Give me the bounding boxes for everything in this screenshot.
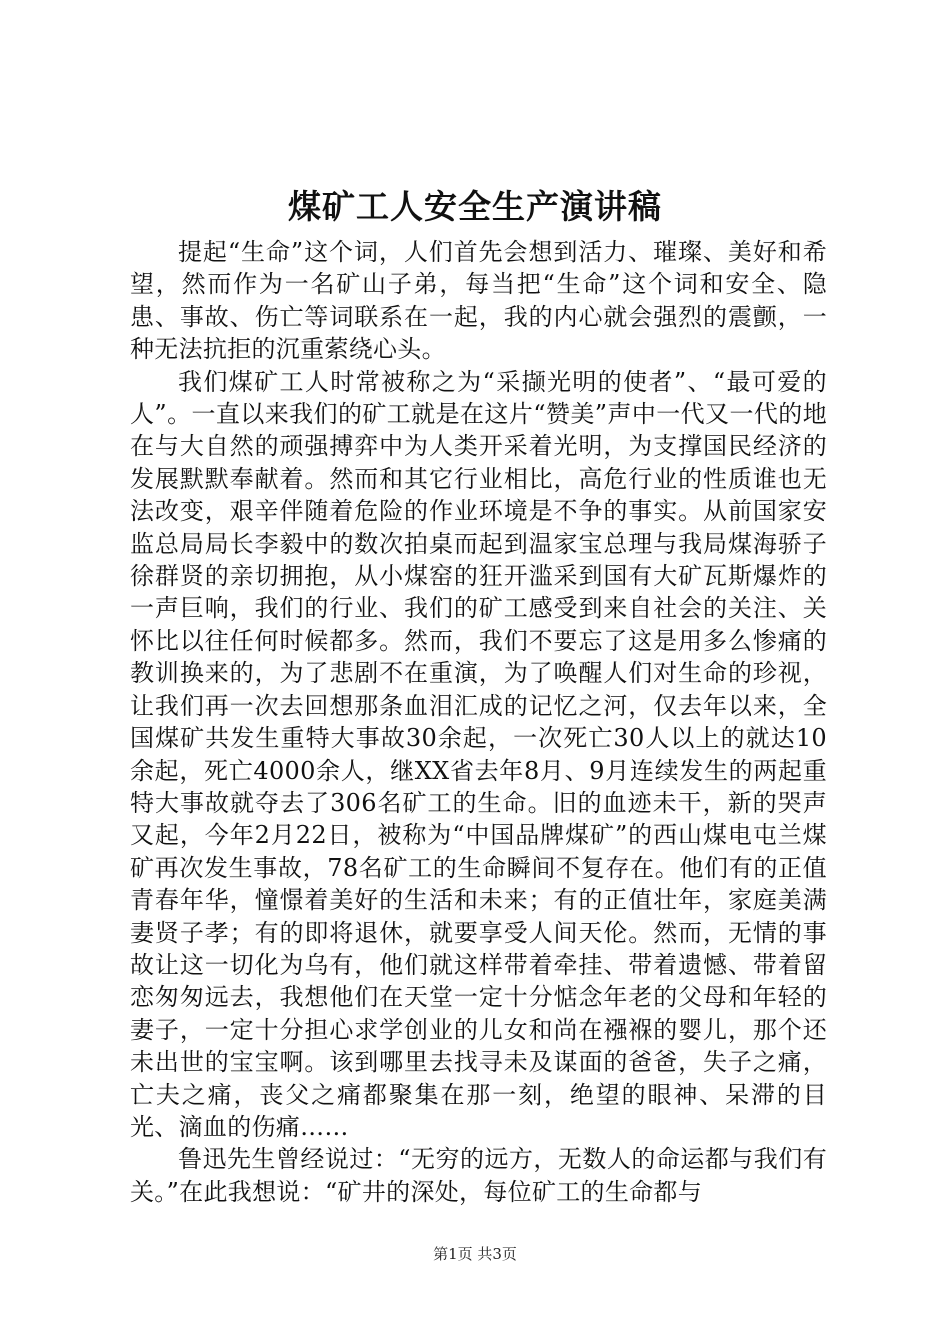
page-footer: 第1页 共3页 xyxy=(433,1245,517,1263)
document-body xyxy=(130,236,827,1208)
paragraph-1: 提起“生命”这个词，人们首先会想到活力、璀璨、美好和希望，然而作为一名矿山子弟，每当把“生命”这个词和安全、隐患、事故、伤亡等词联系在一起，我的内心就会强烈的震颤，一种无法抗拒的沉重萦绕心头。 xyxy=(130,238,827,364)
document-title: 煤矿工人安全生产演讲稿 xyxy=(288,187,662,226)
paragraph-3: 鲁迅先生曾经说过：“无穷的远方，无数人的命运都与我们有关。”在此我想说：“矿井的深处，每位矿工的生命都与 xyxy=(130,1145,827,1206)
paragraph-2: 我们煤矿工人时常被称之为“采撷光明的使者”、“最可爱的人”。一直以来我们的矿工就是在这片“赞美”声中一代又一代的地在与大自然的顽强搏弈中为人类开采着光明，为支撑国民经济的发展默默奉献着。然而和其它行业相比，高危行业的性质谁也无法改变，艰辛伴随着危险的作业环境是不争的事实。从前国家安监总局局长李毅中的数次拍桌而起到温家宝总理与我局煤海骄子徐群贤的亲切拥抱，从小煤窑的狂开滥采到国有大矿瓦斯爆炸的一声巨响，我们的行业、我们的矿工感受到来自社会的关注、关怀比以往任何时候都多。然而，我们不要忘了这是用多么惨痛的教训换来的，为了悲剧不在重演，为了唤醒人们对生命的珍视，让我们再一次去回想那条血泪汇成的记忆之河，仅去年以来，全国煤矿共发生重特大事故30余起，一次死亡30人以上的就达10余起，死亡4000余人，继XX省去年8月、9月连续发生的两起重特大事故就夺去了306名矿工的生命。旧的血迹未干，新的哭声又起，今年2月22日，被称为“中国品牌煤矿”的西山煤电屯兰煤矿再次发生事故，78名矿工的生命瞬间不复存在。他们有的正值青春年华，憧憬着美好的生活和未来；有的正值壮年，家庭美满妻贤子孝；有的即将退休，就要享受人间天伦。然而，无情的事故让这一切化为乌有，他们就这样带着牵挂、带着遗憾、带着留恋匆匆远去，我想他们在天堂一定十分惦念年老的父母和年轻的妻子，一定十分担心求学创业的儿女和尚在襁褓的婴儿，那个还未出世的宝宝啊。该到哪里去找寻未及谋面的爸爸，失子之痛，亡夫之痛，丧父之痛都聚集在那一刻，绝望的眼神、呆滞的目光、滴血的伤痛…… xyxy=(130,367,827,1141)
